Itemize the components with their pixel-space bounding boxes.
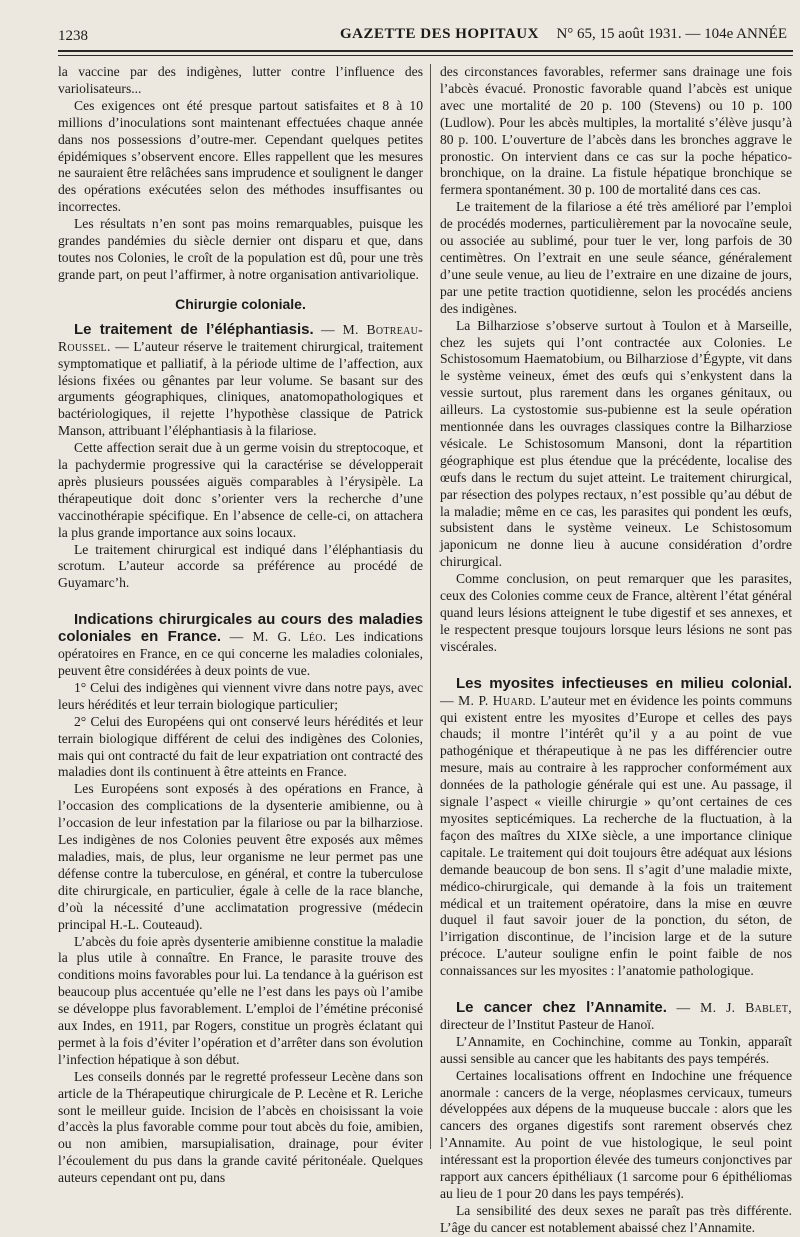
- page-number: 1238: [58, 28, 88, 44]
- paragraph: Cette affection serait due à un germe voisin du streptocoque, et la pachydermie progressive qui la caractérise se développerait après plusieurs poussées aiguës comparables à l’érysipèle. La thérapeutique doit donc s’orienter vers la recherche d’une vaccinothérapie spécifique. En l’absence de celle-ci, on attachera la plus grande importance aux soins locaux.: [58, 440, 423, 540]
- page-header: [58, 24, 793, 48]
- article-text: L’auteur met en évidence les points communs qui existent entre les myosites d’Europe et celles des pays chauds; il montre l’intérêt qu’il y a au point de vue pathogénique et thérapeutique à ne pas les différencier outre mesure, mais au contraire à les rapprocher conformément aux données de la pathologie générale qui est une. Au passage, il signale l’aspect « vieille chirurgie » qu’ont certaines de ces myosites septicémiques. La recherche de la fluctuation, à la façon des maîtres du XIXe siècle, a une importance clinique capitale. Le traitement qui doit toujours être adéquat aux lésions demande beaucoup de bon sens. Il s’agit d’une maladie mixte, médico-chirurgicale, qui demande à la fois un traitement médical et un traitement opératoire, dans la mise en œuvre duquel il faut savoir jouer de la ponction, du séton, de l’irrigation discontinue, de l’incision large et de la suture précoce. L’auteur souligne enfin le point faible de nos connaissances sur les myosites : l’anatomie pathologique.: [440, 692, 792, 979]
- paragraph: des circonstances favorables, refermer sans drainage une fois l’abcès évacué. Pronostic favorable quand l’abcès est unique avec une mortalité de 20 p. 100 (Stevens) ou 10 p. 100 (Ludlow). Pour les abcès multiples, la mortalité s’élève jusqu’à 80 p. 100. L’ouverture de l’abcès dans les bronches aggrave le pronostic. On intervient dans ce cas sur la poche hépatico-bronchique, on la draine. La fistule hépatique bronchique se fermera spontanément. 30 p. 100 de mortalité dans ces cas.: [440, 64, 792, 198]
- paragraph: Certaines localisations offrent en Indochine une fréquence anormale : cancers de la verge, néoplasmes cervicaux, tumeurs développées aux dépens de la muqueuse buccale : alors que les cancers des organes digestifs sont rarement observés chez l’Annamite. Au point de vue histologique, le seul point intéressant est la proportion élevée des tumeurs conjonctives par rapport aux cancers épithéliaux (1 sarcome pour 6 épithéliomas au lieu de 1 pour 20 dans les pays tempérés).: [440, 1067, 792, 1201]
- paragraph: Les résultats n’en sont pas moins remarquables, puisque les grandes pandémies du siècle dernier ont disparu et que, dans toutes nos Colonies, le croît de la population est dû, pour une très grande part, on peut l’affirmer, à notre organisation antivariolique.: [58, 216, 423, 282]
- paragraph: Le traitement de la filariose a été très amélioré par l’emploi de procédés modernes, particulièrement par la novocaïne seule, ou associée au sublimé, pour tuer le ver, long parfois de 30 centimètres. On l’extrait en une seule séance, généralement d’une seule venue, au lieu de l’extraire en une dizaine de jours, par une petite traction quotidienne, selon les procédés anciens des indigènes.: [440, 199, 792, 316]
- paragraph: 2° Celui des Européens qui ont conservé leurs hérédités et leur terrain biologique différent de celui des indigènes des Colonies, mais qui ont contracté du fait de leur expatriation ont contracté des maladies dont ils continuent à être atteints en France.: [58, 713, 423, 780]
- article-text: — L’auteur réserve le traitement chirurgical, traitement symptomatique et palliatif, à la période ultime de l’affection, aux lésions fixées ou gênantes par leur volume. Se basant sur des arguments géographiques, cliniques, anatomopathologiques et bactériologiques, il rejette l’hypothèse classique de Patrick Manson, attribuant l’éléphantiasis à la filariose.: [58, 338, 423, 439]
- article-text: Les indications opératoires en France, en ce qui concerne les maladies coloniales, peuvent être considérées à deux points de vue.: [58, 629, 423, 678]
- issue-info: N° 65, 15 août 1931. — 104e ANNÉE: [556, 26, 787, 42]
- article-title: Les myosites infectieuses en milieu colonial.: [456, 674, 792, 692]
- article-lead: [440, 676, 792, 980]
- paragraph: Les conseils donnés par le regretté professeur Lecène dans son article de la Thérapeutique chirurgicale de P. Lecène et R. Leriche sont le meilleur guide. Incision de l’abcès en choisissant la voie d’accès la plus favorable comme pour tout abcès du foie, amibien, ou non amibien, marsupialisation, drainage, pour éviter l’écoulement du pus dans la grande cavité péritonéale. Quelques auteurs cependant ont pu, dans: [58, 1068, 423, 1186]
- article-author: — M. Botreau-Roussel.: [58, 321, 423, 354]
- header-rule: [58, 50, 793, 52]
- paragraph: L’Annamite, en Cochinchine, comme au Tonkin, apparaît aussi sensible au cancer que les habitants des pays tempérés.: [440, 1033, 792, 1066]
- paragraph: La Bilharziose s’observe surtout à Toulon et à Marseille, chez les sujets qui l’ont contractée aux Colonies. Le Schistosomum Haematobium, ou Bilharziose d’Égypte, vit dans le système veineux, émet des œufs qui s’enkystent dans la vessie surtout, plus rarement dans les organes génitaux, ou ailleurs. La cystostomie sus-pubienne est la seule opération mentionnée dans les ouvrages classiques contre la Bilharziose vésicale. Le Schistosomum Mansoni, dont la répartition géographique est plus étendue que la précédente, localise des œufs dans le rectum du sujet atteint. Le traitement chirurgical, par résection des polypes rectaux, n’est possible qu’au début de la maladie; même en ce cas, les parasites qui pondent les œufs, subsistent dans le système veineux. Le Schistosomum japonicum ne donne lieu à aucune considération d’ordre chirurgical.: [440, 317, 792, 570]
- article-author: — M. P. Huard.: [440, 692, 537, 708]
- article-lead: [440, 1000, 792, 1034]
- paragraph: la vaccine par des indigènes, lutter contre l’influence des variolisateurs...: [58, 64, 423, 96]
- left-column: [58, 64, 423, 1186]
- paragraph: Les Européens sont exposés à des opérations en France, à l’occasion des complications de la dysenterie amibienne, ou à l’occasion de leur infestation par la filariose ou par la bilharziose. Les indigènes de nos Colonies peuvent être exposés aux mêmes maladies, mais, de plus, leur organisme ne leur permet pas une défense contre la tuberculose, en général, et contre la tuberculose dite chirurgicale, en particulier, égale à celle de la race blanche, d’où la nécessité d’une acclimatation progressive (médecin principal H.-L. Couteaud).: [58, 781, 423, 932]
- article-author: — M. J. Bablet,: [676, 1000, 792, 1016]
- article-author: — M. G. Léo.: [229, 629, 327, 645]
- paragraph: Ces exigences ont été presque partout satisfaites et 8 à 10 millions d’inoculations sont maintenant effectuées chaque année dans nos possessions d’outre-mer. Cependant quelques petites épidémiques s’observent encore. Elles rappellent que les mesures ne sauraient être relâchées sans imprudence et soulignent le danger des opérations exécutées selon des méthodes insuffisantes ou incorrectes.: [58, 97, 423, 215]
- article-lead: [58, 322, 423, 440]
- journal-title: GAZETTE DES HOPITAUX: [340, 26, 539, 42]
- section-heading: Chirurgie coloniale.: [175, 295, 306, 312]
- right-column: [440, 64, 792, 1235]
- header-rule-thin: [58, 55, 793, 56]
- article-title: Le traitement de l’éléphantiasis.: [74, 320, 314, 338]
- article-lead: [58, 612, 423, 680]
- paragraph: 1° Celui des indigènes qui viennent vivre dans notre pays, avec leurs hérédités et leur terrain biologique particulier;: [58, 679, 423, 712]
- article-author-affiliation: directeur de l’Institut Pasteur de Hanoï.: [440, 1016, 655, 1032]
- paragraph: Comme conclusion, on peut remarquer que les parasites, ceux des Colonies comme ceux de France, altèrent l’état général quand leurs lésions atteignent le tube digestif et ses annexes, et le respectent presque toujours lorsque leurs lésions ne sont pas viscérales.: [440, 571, 792, 654]
- paragraph: L’abcès du foie après dysenterie amibienne constitue la maladie la plus utile à connaître. En France, le parasite trouve des conditions moins favorables pour lui. La tendance à la guérison est beaucoup plus accentuée qu’elle ne l’est dans les pays où l’amibe se développe plus favorablement. L’emploi de l’émétine préconisé aux Indes, en 1911, par Rogers, constitue un progrès éclatant qui permet à la fois d’éviter l’opération et d’arrêter dans son évolution l’infection hépatique à son début.: [58, 933, 423, 1067]
- paragraph: Le traitement chirurgical est indiqué dans l’éléphantiasis du scrotum. L’auteur accorde sa préférence au procédé de Guyamarc’h.: [58, 541, 423, 591]
- article-title: Le cancer chez l’Annamite.: [456, 999, 667, 1017]
- column-divider: [430, 64, 431, 1149]
- paragraph: La sensibilité des deux sexes ne paraît pas très différente. L’âge du cancer est notablement abaissé chez l’Annamite.: [440, 1202, 792, 1235]
- article-title: Indications chirurgicales au cours des maladies coloniales en France.: [58, 611, 423, 646]
